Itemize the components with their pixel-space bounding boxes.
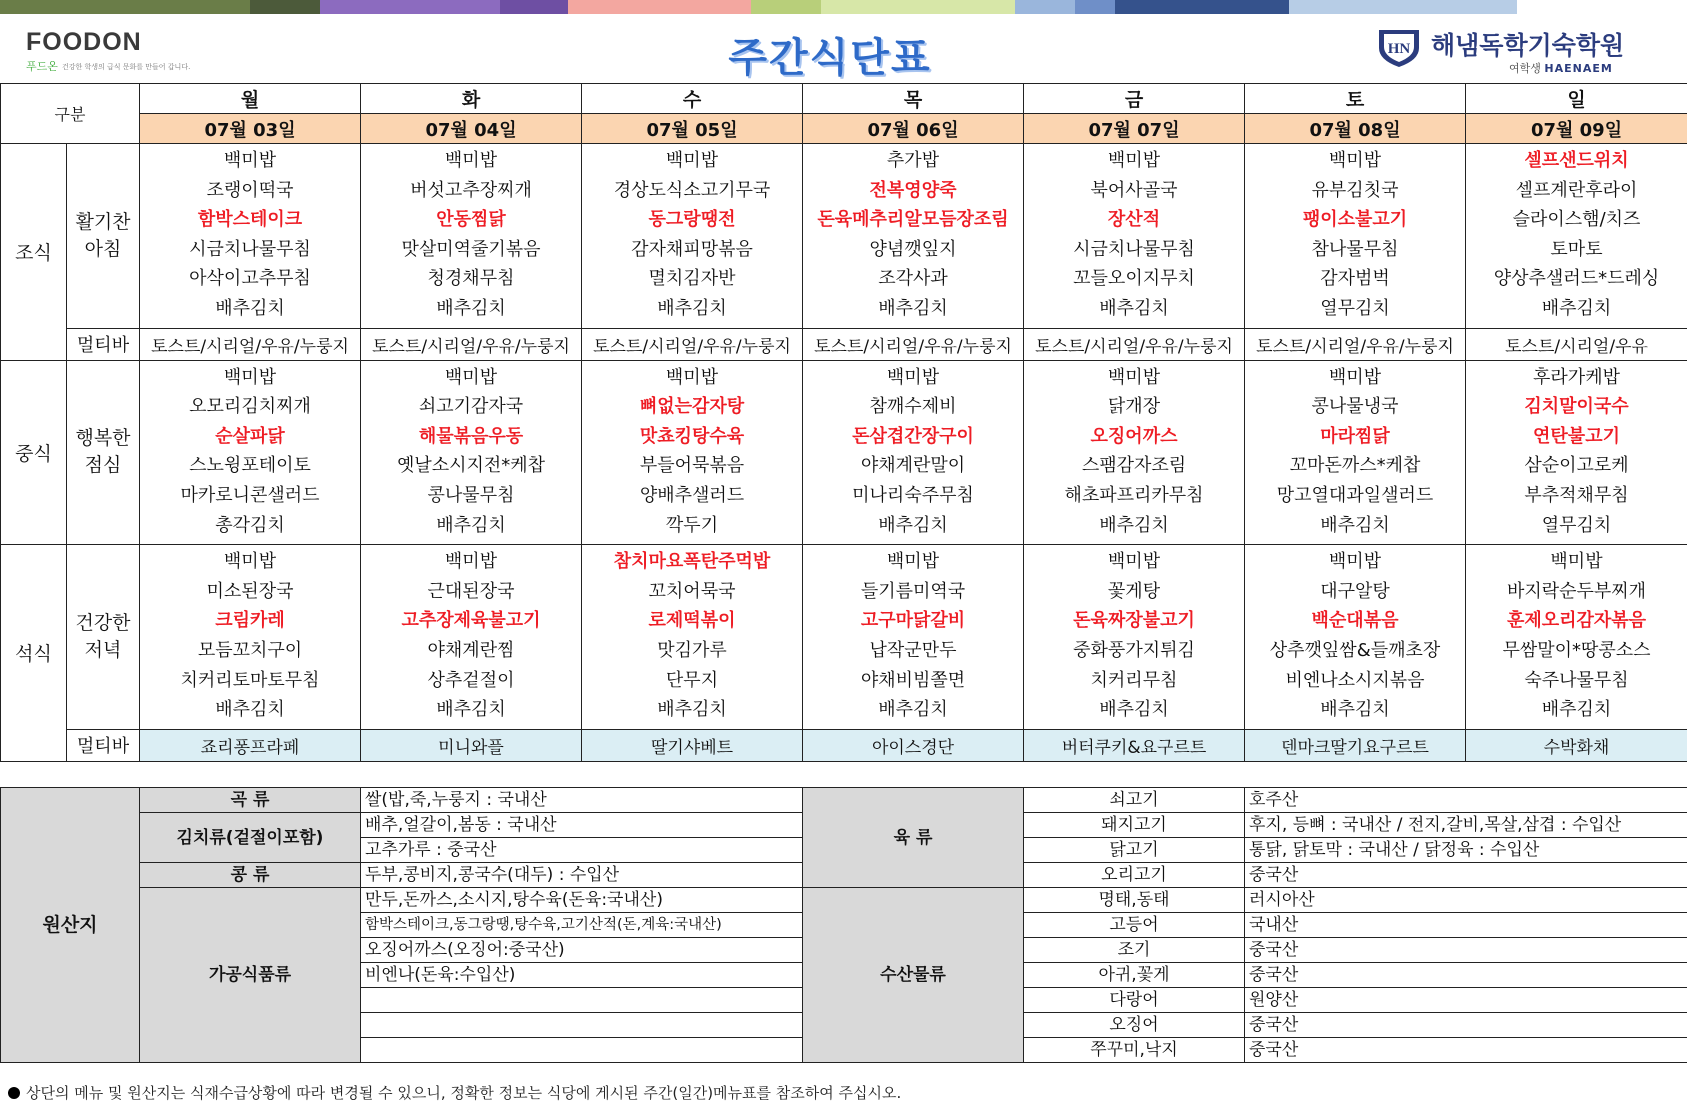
meat-origin: 중국산 bbox=[1245, 863, 1687, 888]
menu-item: 마카로니콘샐러드 bbox=[180, 484, 320, 506]
seafood-origin: 중국산 bbox=[1245, 963, 1687, 988]
menu-item: 백미밥 bbox=[1550, 551, 1603, 573]
menu-item: 오모리김치찌개 bbox=[189, 396, 311, 418]
bean-value: 두부,콩비지,콩국수(대두) : 수입산 bbox=[361, 863, 803, 888]
breakfast-multibar-item: 토스트/시리얼/우유/누룽지 bbox=[1024, 328, 1245, 360]
top-color-segment bbox=[500, 0, 568, 14]
meat-origin: 통닭, 닭토막 : 국내산 / 닭정육 : 수입산 bbox=[1245, 838, 1687, 863]
menu-item: 스노윙포테이토 bbox=[189, 455, 311, 477]
date-header: 07월 07일 bbox=[1024, 114, 1245, 144]
top-color-segment bbox=[1517, 0, 1687, 14]
breakfast-name-line1: 활기찬 bbox=[75, 210, 131, 233]
dinner-multibar-item: 아이스경단 bbox=[803, 729, 1024, 761]
grain-value: 쌀(밥,죽,누룽지 : 국내산 bbox=[361, 788, 803, 813]
menu-item: 버섯고추장찌개 bbox=[410, 179, 532, 201]
processed-label: 가공식품류 bbox=[140, 888, 361, 1063]
lunch-category: 중식 bbox=[1, 360, 67, 545]
menu-item: 옛날소시지전*케찹 bbox=[396, 455, 546, 477]
menu-item: 배추김치 bbox=[1541, 699, 1612, 721]
seafood-item: 다랑어 bbox=[1024, 988, 1245, 1013]
lunch-name-line1: 행복한 bbox=[75, 427, 131, 450]
bullet-icon bbox=[8, 1087, 20, 1099]
menu-item: 배추김치 bbox=[1541, 297, 1612, 319]
svg-text:HN: HN bbox=[1387, 41, 1411, 57]
menu-item: 단무지 bbox=[665, 669, 719, 691]
page-title: 주간식단표 bbox=[728, 35, 932, 81]
menu-item: 콩나물냉국 bbox=[1311, 396, 1399, 418]
dinner-menu-cell bbox=[1245, 545, 1466, 730]
dinner-category: 석식 bbox=[1, 545, 67, 762]
seafood-origin: 원양산 bbox=[1245, 988, 1687, 1013]
menu-item: 꼬치어묵국 bbox=[648, 580, 736, 602]
processed-value-empty bbox=[361, 1038, 803, 1063]
processed-value: 비엔나(돈육:수입산) bbox=[361, 963, 803, 988]
bean-label: 콩 류 bbox=[140, 863, 361, 888]
menu-item: 삼순이고로케 bbox=[1524, 455, 1629, 477]
dinner-menu-cell bbox=[803, 545, 1024, 730]
menu-item-highlight: 김치말이국수 bbox=[1524, 396, 1629, 418]
menu-item: 무쌈말이*땅콩소스 bbox=[1502, 639, 1651, 661]
footer-text: 상단의 메뉴 및 원산지는 식재수급상황에 따라 변경될 수 있으니, 정확한 정보는 식당에 게시된 주간(일간)메뉴표를 참조하여 주십시오. bbox=[26, 1084, 902, 1102]
page-header bbox=[0, 14, 1687, 83]
menu-item-highlight: 참치마요폭탄주먹밥 bbox=[613, 551, 771, 573]
menu-item: 열무김치 bbox=[1320, 297, 1390, 319]
menu-item: 시금치나물무침 bbox=[189, 238, 311, 260]
menu-item: 양념깻잎지 bbox=[869, 238, 957, 260]
menu-item: 백미밥 bbox=[886, 551, 940, 573]
breakfast-multibar-item: 토스트/시리얼/우유/누룽지 bbox=[140, 328, 361, 360]
origin-table bbox=[0, 787, 1687, 1063]
breakfast-multibar-item: 토스트/시리얼/우유/누룽지 bbox=[1245, 328, 1466, 360]
menu-item-highlight: 훈제오리감자볶음 bbox=[1506, 610, 1647, 632]
menu-item: 배추김치 bbox=[436, 297, 506, 319]
menu-item: 배추김치 bbox=[215, 699, 285, 721]
brand-sub: 푸드온 bbox=[26, 60, 58, 73]
gubun-header: 구분 bbox=[1, 84, 140, 144]
breakfast-multibar-label: 멀티바 bbox=[67, 328, 140, 360]
menu-item-highlight: 동그랑땡전 bbox=[648, 209, 736, 231]
menu-item: 북어사골국 bbox=[1090, 179, 1178, 201]
meat-item: 닭고기 bbox=[1024, 838, 1245, 863]
breakfast-menu-cell bbox=[1245, 144, 1466, 329]
menu-item: 셀프계란후라이 bbox=[1515, 179, 1638, 201]
menu-item: 백미밥 bbox=[1328, 551, 1382, 573]
menu-item: 추가밥 bbox=[886, 150, 940, 171]
menu-item: 배추김치 bbox=[436, 699, 506, 721]
weekly-menu-table bbox=[0, 83, 1687, 762]
day-header: 수 bbox=[582, 84, 803, 114]
lunch-menu-cell bbox=[803, 360, 1024, 545]
seafood-origin: 국내산 bbox=[1245, 913, 1687, 938]
breakfast-menu-cell bbox=[140, 144, 361, 329]
dinner-menu-cell bbox=[361, 545, 582, 730]
menu-item-highlight: 장산적 bbox=[1107, 209, 1161, 231]
menu-item-highlight: 연탄불고기 bbox=[1533, 425, 1620, 447]
menu-item: 깍두기 bbox=[665, 514, 719, 536]
dinner-menu-cell bbox=[1466, 545, 1687, 730]
lunch-menu-cell bbox=[582, 360, 803, 545]
seafood-origin: 중국산 bbox=[1245, 1038, 1687, 1063]
lunch-menu-cell bbox=[140, 360, 361, 545]
dinner-multibar-item: 죠리퐁프라페 bbox=[140, 729, 361, 761]
menu-item: 스팸감자조림 bbox=[1081, 455, 1187, 477]
dinner-row bbox=[1, 545, 1687, 730]
dinner-name-line1: 건강한 bbox=[75, 611, 131, 634]
breakfast-menu-cell bbox=[803, 144, 1024, 329]
school-sub-en: HAENAEM bbox=[1544, 62, 1613, 75]
breakfast-row bbox=[1, 144, 1687, 329]
grain-label: 곡 류 bbox=[140, 788, 361, 813]
menu-item-highlight: 돈육메추리알모듬장조림 bbox=[817, 209, 1009, 231]
lunch-menu-cell bbox=[1466, 360, 1687, 545]
menu-item: 망고열대과일샐러드 bbox=[1276, 484, 1434, 506]
foodon-logo bbox=[26, 28, 191, 73]
menu-item-highlight: 순살파닭 bbox=[215, 425, 285, 447]
menu-item: 백미밥 bbox=[1107, 150, 1161, 171]
menu-item: 감자범벅 bbox=[1320, 268, 1390, 290]
school-subtitle bbox=[1509, 60, 1613, 76]
breakfast-menu-cell bbox=[1466, 144, 1687, 329]
processed-value-empty bbox=[361, 988, 803, 1013]
menu-item: 백미밥 bbox=[444, 551, 498, 573]
menu-item: 꽃게탕 bbox=[1107, 580, 1161, 602]
dinner-multibar-item: 수박화채 bbox=[1466, 729, 1687, 761]
menu-item: 감자채피망볶음 bbox=[631, 238, 753, 260]
seafood-item: 오징어 bbox=[1024, 1013, 1245, 1038]
meat-origin: 후지, 등뼈 : 국내산 / 전지,갈비,목살,삼겹 : 수입산 bbox=[1245, 813, 1687, 838]
dinner-name-line2: 저녁 bbox=[84, 638, 122, 661]
breakfast-name bbox=[67, 144, 140, 329]
top-color-segment bbox=[568, 0, 751, 14]
day-header: 화 bbox=[361, 84, 582, 114]
footer-note bbox=[8, 1082, 901, 1103]
menu-item-highlight: 고구마닭갈비 bbox=[860, 610, 966, 632]
menu-item: 쇠고기감자국 bbox=[418, 396, 524, 418]
menu-item: 백미밥 bbox=[1328, 366, 1382, 388]
menu-item: 백미밥 bbox=[886, 366, 940, 388]
menu-item: 백미밥 bbox=[1107, 366, 1161, 388]
menu-item: 치커리토마토무침 bbox=[180, 669, 320, 691]
breakfast-multibar-item: 토스트/시리얼/우유/누룽지 bbox=[582, 328, 803, 360]
seafood-origin: 러시아산 bbox=[1245, 888, 1687, 913]
meat-item: 돼지고기 bbox=[1024, 813, 1245, 838]
top-color-segment bbox=[1289, 0, 1517, 14]
menu-item-highlight: 마라찜닭 bbox=[1320, 425, 1390, 447]
menu-item: 야채계란말이 bbox=[860, 455, 966, 477]
brand-tagline: 건강한 학생의 급식 문화를 만들어 갑니다. bbox=[62, 63, 191, 71]
menu-item-highlight: 고추장제육불고기 bbox=[401, 610, 541, 632]
menu-item: 배추김치 bbox=[657, 297, 727, 319]
menu-item: 해초파프리카무침 bbox=[1064, 484, 1204, 506]
lunch-menu-cell bbox=[1245, 360, 1466, 545]
meat-origin: 호주산 bbox=[1245, 788, 1687, 813]
menu-item: 모듬꼬치구이 bbox=[197, 639, 303, 661]
lunch-menu-cell bbox=[1024, 360, 1245, 545]
menu-item: 배추김치 bbox=[878, 297, 948, 319]
day-header: 일 bbox=[1466, 84, 1687, 114]
seafood-item: 고등어 bbox=[1024, 913, 1245, 938]
menu-item: 배추김치 bbox=[1320, 514, 1390, 536]
breakfast-menu-cell bbox=[1024, 144, 1245, 329]
school-name: 해냄독학기숙학원 bbox=[1431, 31, 1625, 60]
seafood-item: 아귀,꽃게 bbox=[1024, 963, 1245, 988]
menu-item: 백미밥 bbox=[444, 366, 498, 388]
menu-item: 참나물무침 bbox=[1311, 238, 1399, 260]
school-sub-prefix: 여학생 bbox=[1509, 62, 1541, 75]
menu-item: 꼬들오이지무치 bbox=[1073, 268, 1195, 290]
lunch-row bbox=[1, 360, 1687, 545]
menu-item-highlight: 안동찜닭 bbox=[436, 209, 506, 231]
top-color-segment bbox=[1115, 0, 1289, 14]
menu-item: 조각사과 bbox=[878, 268, 948, 290]
top-color-strip bbox=[0, 0, 1687, 14]
day-header: 토 bbox=[1245, 84, 1466, 114]
menu-item: 백미밥 bbox=[665, 366, 719, 388]
menu-item: 납작군만두 bbox=[869, 639, 957, 661]
menu-item: 경상도식소고기무국 bbox=[613, 179, 771, 201]
top-color-segment bbox=[821, 0, 1015, 14]
menu-item: 백미밥 bbox=[223, 551, 277, 573]
menu-item: 미나리숙주무침 bbox=[852, 484, 974, 506]
top-color-segment bbox=[1015, 0, 1075, 14]
menu-item: 야채계란찜 bbox=[427, 639, 515, 661]
date-header: 07월 08일 bbox=[1245, 114, 1466, 144]
menu-item: 백미밥 bbox=[1328, 150, 1382, 171]
breakfast-multibar-item: 토스트/시리얼/우유 bbox=[1466, 328, 1687, 360]
menu-item: 배추김치 bbox=[657, 699, 727, 721]
menu-item-highlight: 돈삼겹간장구이 bbox=[852, 425, 974, 447]
date-header: 07월 03일 bbox=[140, 114, 361, 144]
menu-item: 배추김치 bbox=[215, 297, 285, 319]
lunch-name bbox=[67, 360, 140, 545]
seafood-item: 조기 bbox=[1024, 938, 1245, 963]
menu-item: 양배추샐러드 bbox=[639, 484, 745, 506]
processed-value: 함박스테이크,동그랑땡,탕수육,고기산적(돈,계육:국내산) bbox=[361, 913, 803, 938]
breakfast-category: 조식 bbox=[1, 144, 67, 361]
menu-item: 참깨수제비 bbox=[869, 396, 957, 418]
menu-item: 들기름미역국 bbox=[860, 580, 966, 602]
menu-item: 닭개장 bbox=[1107, 396, 1161, 418]
seafood-origin: 중국산 bbox=[1245, 938, 1687, 963]
menu-item: 상추깻잎쌈&들깨초장 bbox=[1269, 639, 1441, 661]
menu-item: 백미밥 bbox=[223, 150, 277, 171]
menu-item-highlight: 뼈없는감자탕 bbox=[639, 396, 745, 418]
menu-item: 열무김치 bbox=[1541, 514, 1612, 536]
school-logo bbox=[1375, 24, 1675, 80]
menu-item: 상추겉절이 bbox=[427, 669, 515, 691]
brand-name: FOODON bbox=[26, 28, 142, 56]
menu-item: 배추김치 bbox=[878, 699, 948, 721]
menu-item: 배추김치 bbox=[1099, 514, 1169, 536]
seafood-origin: 중국산 bbox=[1245, 1013, 1687, 1038]
dinner-name bbox=[67, 545, 140, 730]
meat-label: 육 류 bbox=[803, 788, 1024, 888]
menu-item-highlight: 해물볶음우동 bbox=[418, 425, 524, 447]
breakfast-multibar-item: 토스트/시리얼/우유/누룽지 bbox=[361, 328, 582, 360]
breakfast-menu-cell bbox=[361, 144, 582, 329]
date-header: 07월 05일 bbox=[582, 114, 803, 144]
menu-item: 시금치나물무침 bbox=[1073, 238, 1195, 260]
processed-value: 만두,돈까스,소시지,탕수육(돈육:국내산) bbox=[361, 888, 803, 913]
day-header: 월 bbox=[140, 84, 361, 114]
day-header: 목 bbox=[803, 84, 1024, 114]
kimchi-value: 고추가루 : 중국산 bbox=[361, 838, 803, 863]
menu-item-highlight: 오징어까스 bbox=[1090, 425, 1178, 447]
menu-item-highlight: 로제떡볶이 bbox=[648, 610, 736, 632]
kimchi-label: 김치류(겉절이포함) bbox=[140, 813, 361, 863]
menu-item: 멸치김자반 bbox=[648, 268, 736, 290]
menu-item: 양상추샐러드*드레싱 bbox=[1493, 268, 1660, 290]
menu-item: 유부김칫국 bbox=[1311, 179, 1399, 201]
kimchi-value: 배추,얼갈이,봄동 : 국내산 bbox=[361, 813, 803, 838]
menu-item: 백미밥 bbox=[665, 150, 719, 171]
menu-item: 중화풍가지튀김 bbox=[1073, 639, 1195, 661]
menu-item-highlight: 맛쵸킹탕수육 bbox=[639, 425, 745, 447]
top-color-segment bbox=[0, 0, 250, 14]
breakfast-multibar-item: 토스트/시리얼/우유/누룽지 bbox=[803, 328, 1024, 360]
menu-item: 청경채무침 bbox=[427, 268, 515, 290]
processed-value-empty bbox=[361, 1013, 803, 1038]
menu-item: 총각김치 bbox=[215, 514, 285, 536]
lunch-name-line2: 점심 bbox=[84, 454, 122, 477]
menu-item: 후라가케밥 bbox=[1533, 366, 1620, 388]
menu-item: 미소된장국 bbox=[206, 580, 294, 602]
menu-item: 배추김치 bbox=[878, 514, 948, 536]
dinner-multibar-item: 버터쿠키&요구르트 bbox=[1024, 729, 1245, 761]
processed-value: 오징어까스(오징어:중국산) bbox=[361, 938, 803, 963]
menu-item-highlight: 전복영양죽 bbox=[869, 179, 957, 201]
menu-item-highlight: 셀프샌드위치 bbox=[1524, 150, 1629, 171]
menu-item: 콩나물무침 bbox=[427, 484, 515, 506]
date-header: 07월 06일 bbox=[803, 114, 1024, 144]
menu-item: 토마토 bbox=[1550, 238, 1603, 260]
menu-item: 아삭이고추무침 bbox=[189, 268, 311, 290]
menu-item: 맛김가루 bbox=[657, 639, 727, 661]
menu-item: 슬라이스햄/치즈 bbox=[1512, 209, 1641, 231]
origin-title: 원산지 bbox=[1, 788, 140, 1063]
top-color-segment bbox=[751, 0, 821, 14]
menu-item: 백미밥 bbox=[1107, 551, 1161, 573]
top-color-segment bbox=[1075, 0, 1115, 14]
dinner-menu-cell bbox=[1024, 545, 1245, 730]
menu-item: 부추적채무침 bbox=[1524, 484, 1629, 506]
menu-item: 배추김치 bbox=[1099, 297, 1169, 319]
menu-item: 바지락순두부찌개 bbox=[1506, 580, 1647, 602]
menu-item: 대구알탕 bbox=[1320, 580, 1390, 602]
menu-item-highlight: 크림카레 bbox=[215, 610, 285, 632]
menu-item: 백미밥 bbox=[444, 150, 498, 171]
menu-item: 맛살미역줄기볶음 bbox=[401, 238, 541, 260]
menu-item: 백미밥 bbox=[223, 366, 277, 388]
day-header: 금 bbox=[1024, 84, 1245, 114]
menu-item-highlight: 백순대볶음 bbox=[1311, 610, 1399, 632]
dinner-menu-cell bbox=[140, 545, 361, 730]
date-header: 07월 09일 bbox=[1466, 114, 1687, 144]
seafood-item: 명태,동태 bbox=[1024, 888, 1245, 913]
dinner-menu-cell bbox=[582, 545, 803, 730]
seafood-item: 쭈꾸미,낙지 bbox=[1024, 1038, 1245, 1063]
top-color-segment bbox=[250, 0, 320, 14]
menu-item: 배추김치 bbox=[1320, 699, 1390, 721]
menu-item: 치커리무침 bbox=[1090, 669, 1178, 691]
meat-item: 오리고기 bbox=[1024, 863, 1245, 888]
dinner-multibar-item: 덴마크딸기요구르트 bbox=[1245, 729, 1466, 761]
menu-item-highlight: 팽이소불고기 bbox=[1302, 209, 1408, 231]
seafood-label: 수산물류 bbox=[803, 888, 1024, 1063]
menu-item: 근대된장국 bbox=[427, 580, 515, 602]
menu-item: 배추김치 bbox=[436, 514, 506, 536]
menu-item: 야채비빔쫄면 bbox=[860, 669, 966, 691]
date-header: 07월 04일 bbox=[361, 114, 582, 144]
menu-item-highlight: 함박스테이크 bbox=[197, 209, 303, 231]
menu-item: 숙주나물무침 bbox=[1524, 669, 1629, 691]
menu-item: 부들어묵볶음 bbox=[639, 455, 745, 477]
dinner-multibar-item: 미니와플 bbox=[361, 729, 582, 761]
menu-item-highlight: 돈육짜장불고기 bbox=[1073, 610, 1195, 632]
dinner-multibar-item: 딸기샤베트 bbox=[582, 729, 803, 761]
menu-item: 조랭이떡국 bbox=[206, 179, 294, 201]
top-color-segment bbox=[320, 0, 500, 14]
meat-item: 쇠고기 bbox=[1024, 788, 1245, 813]
shield-emblem-icon bbox=[1375, 26, 1423, 68]
dinner-multibar-label: 멀티바 bbox=[67, 729, 140, 761]
breakfast-name-line2: 아침 bbox=[84, 237, 122, 260]
breakfast-menu-cell bbox=[582, 144, 803, 329]
menu-item: 배추김치 bbox=[1099, 699, 1169, 721]
lunch-menu-cell bbox=[361, 360, 582, 545]
menu-item: 꼬마돈까스*케찹 bbox=[1289, 455, 1421, 477]
menu-item: 비엔나소시지볶음 bbox=[1285, 669, 1425, 691]
